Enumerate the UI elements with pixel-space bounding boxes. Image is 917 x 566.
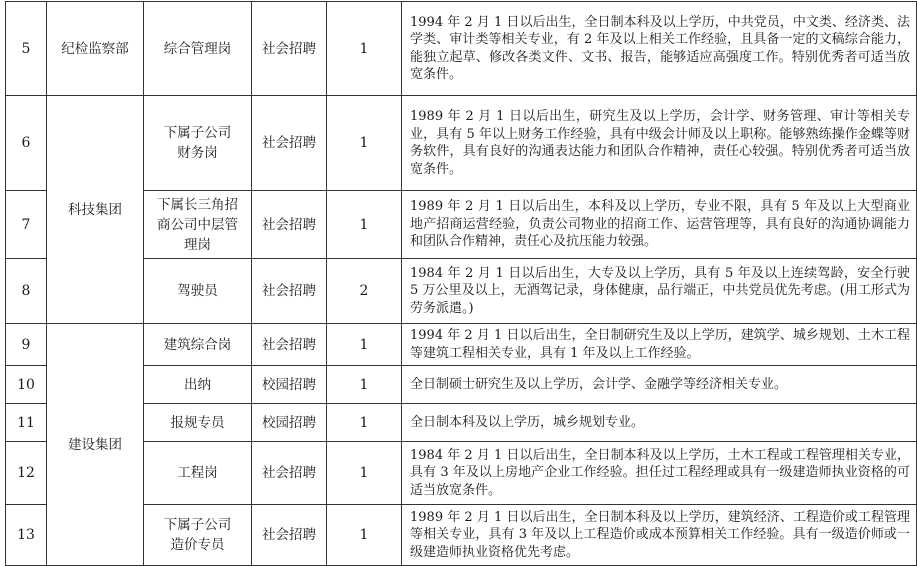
unit-cell: 纪检监察部 <box>47 2 144 96</box>
requirement-cell: 1994 年 2 月 1 日以后出生，全日制研究生及以上学历，建筑学、城乡规划、土木工程等建筑工程相关专业，具有 1 年及以上工作经验。 <box>402 324 917 366</box>
table-row <box>6 96 917 191</box>
method-cell: 社会招聘 <box>252 191 327 259</box>
position-cell: 建筑综合岗 <box>144 324 252 366</box>
row-number: 12 <box>6 442 47 505</box>
count-cell: 1 <box>327 442 402 505</box>
unit-cell: 科技集团 <box>47 96 144 324</box>
method-cell: 社会招聘 <box>252 2 327 96</box>
table-row <box>6 324 917 366</box>
unit-cell: 建设集团 <box>47 324 144 566</box>
row-number: 11 <box>6 404 47 442</box>
row-number: 10 <box>6 366 47 404</box>
row-number: 6 <box>6 96 47 191</box>
method-cell: 社会招聘 <box>252 442 327 505</box>
position-cell: 综合管理岗 <box>144 2 252 96</box>
row-number: 9 <box>6 324 47 366</box>
requirement-cell: 1984 年 2 月 1 日以后出生，大专及以上学历，具有 5 年及以上连续驾龄，安全行驶 5 万公里及以上，无酒驾记录，身体健康，品行端正，中共党员优先考虑。(用工形式为劳务派遣。) <box>402 259 917 324</box>
recruitment-table <box>5 1 917 566</box>
count-cell: 1 <box>327 505 402 566</box>
position-cell: 下属长三角招 商公司中层管 理岗 <box>144 191 252 259</box>
position-cell: 出纳 <box>144 366 252 404</box>
requirement-cell: 1989 年 2 月 1 日以后出生，本科及以上学历，专业不限，具有 5 年及以上大型商业地产招商运营经验，负责公司物业的招商工作、运营管理等，具有良好的沟通协调能力和团队合作精神，责任心及抗压能力较强。 <box>402 191 917 259</box>
requirement-cell: 全日制硕士研究生及以上学历，会计学、金融学等经济相关专业。 <box>402 366 917 404</box>
table-row <box>6 2 917 96</box>
count-cell: 1 <box>327 366 402 404</box>
method-cell: 校园招聘 <box>252 366 327 404</box>
position-cell: 下属子公司 财务岗 <box>144 96 252 191</box>
row-number: 8 <box>6 259 47 324</box>
count-cell: 1 <box>327 324 402 366</box>
count-cell: 2 <box>327 259 402 324</box>
count-cell: 1 <box>327 191 402 259</box>
row-number: 13 <box>6 505 47 566</box>
position-cell: 工程岗 <box>144 442 252 505</box>
count-cell: 1 <box>327 96 402 191</box>
requirement-cell: 全日制本科及以上学历，城乡规划专业。 <box>402 404 917 442</box>
method-cell: 社会招聘 <box>252 259 327 324</box>
position-cell: 报规专员 <box>144 404 252 442</box>
method-cell: 社会招聘 <box>252 505 327 566</box>
row-number: 5 <box>6 2 47 96</box>
method-cell: 社会招聘 <box>252 324 327 366</box>
count-cell: 1 <box>327 404 402 442</box>
requirement-cell: 1989 年 2 月 1 日以后出生，全日制本科及以上学历，建筑经济、工程造价或工程管理等相关专业，具有 3 年及以上工程造价或成本预算相关工作经验。具有一级造价师或一级建造师执业资格优先考虑。 <box>402 505 917 566</box>
requirement-cell: 1994 年 2 月 1 日以后出生，全日制本科及以上学历，中共党员，中文类、经济类、法学类、审计类等相关专业，有 2 年及以上相关工作经验，且具备一定的文稿综合能力，能独立起草、修改各类文件、文书、报告，能够适应高强度工作。特别优秀者可适当放宽条件。 <box>402 2 917 96</box>
position-cell: 下属子公司 造价专员 <box>144 505 252 566</box>
position-cell: 驾驶员 <box>144 259 252 324</box>
requirement-cell: 1989 年 2 月 1 日以后出生，研究生及以上学历，会计学、财务管理、审计等相关专业，具有 5 年以上财务工作经验，具有中级会计师及以上职称。能够熟练操作金蝶等财务软件，具有良好的沟通表达能力和团队合作精神，责任心较强。特别优秀者可适当放宽条件。 <box>402 96 917 191</box>
count-cell: 1 <box>327 2 402 96</box>
method-cell: 社会招聘 <box>252 96 327 191</box>
method-cell: 校园招聘 <box>252 404 327 442</box>
requirement-cell: 1984 年 2 月 1 日以后出生，全日制本科及以上学历，土木工程或工程管理相关专业，具有 3 年及以上房地产企业工作经验。担任过工程经理或具有一级建造师执业资格的可适当放宽条件。 <box>402 442 917 505</box>
row-number: 7 <box>6 191 47 259</box>
